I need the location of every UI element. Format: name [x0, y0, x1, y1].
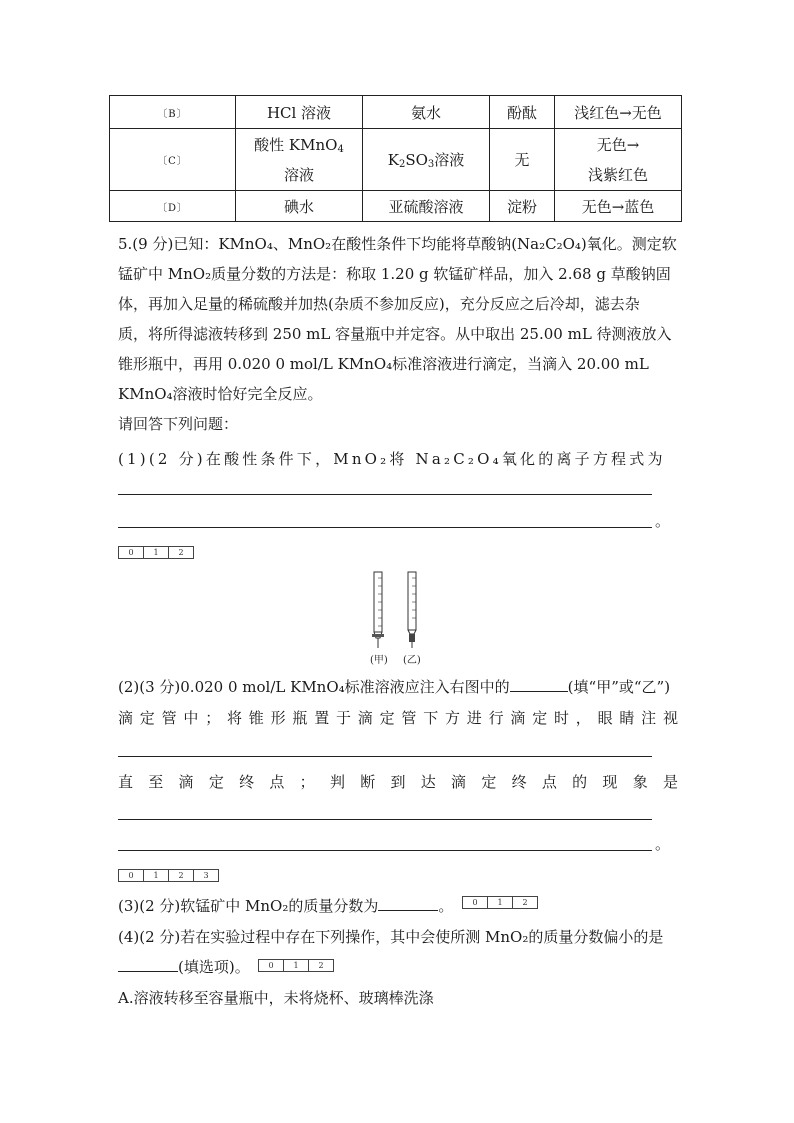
question-stem — [118, 229, 678, 439]
table-row — [110, 96, 682, 129]
cell-subscript: 4 — [337, 143, 344, 155]
cell-text: SO — [405, 151, 428, 169]
cell-text: 酸性 KMnO — [254, 135, 338, 154]
answer-blank[interactable] — [510, 677, 568, 692]
score-cell[interactable]: 2 — [318, 961, 324, 970]
score-cell[interactable]: 0 — [119, 870, 144, 881]
reagent-table — [109, 95, 682, 222]
subquestion-3 — [118, 891, 458, 921]
score-cell[interactable]: 1 — [144, 870, 169, 881]
score-box[interactable] — [462, 896, 538, 909]
s4-text: (填选项)。 — [178, 958, 250, 976]
cell-color-change: 无色→蓝色 — [555, 191, 682, 222]
table-row — [110, 129, 682, 191]
burette-jia — [372, 572, 384, 648]
answer-line[interactable] — [118, 756, 652, 757]
score-cell[interactable]: 3 — [203, 871, 209, 880]
subquestion-2-line3: 直至滴定终点；判断到达滴定终点的现象是 — [118, 773, 678, 791]
stem-line: 5.(9 分)已知：KMnO₄、MnO₂在酸性条件下均能将草酸钠(Na₂C₂O₄)氧化。测定软 — [118, 235, 677, 253]
row-label: 〔D〕 — [110, 191, 236, 222]
cell-color-change — [555, 129, 682, 191]
s3-text: (3)(2 分)软锰矿中 MnO₂的质量分数为 — [118, 897, 379, 915]
score-box[interactable] — [258, 959, 334, 972]
cell-indicator: 酚酞 — [490, 96, 555, 129]
cell-reagent — [236, 129, 363, 191]
period-mark: 。 — [655, 512, 671, 530]
period-mark: 。 — [655, 835, 671, 853]
burette-yi — [408, 572, 416, 648]
score-cell[interactable]: 0 — [463, 897, 488, 908]
cell-indicator: 淀粉 — [490, 191, 555, 222]
s2-text: (2)(3 分)0.020 0 mol/L KMnO₄标准溶液应注入右图中的 — [118, 678, 510, 696]
table-row — [110, 191, 682, 222]
row-label: 〔C〕 — [110, 129, 236, 191]
row-label: 〔B〕 — [110, 96, 236, 129]
cell-text: 无色→ — [596, 135, 640, 154]
prompt-text: 请回答下列问题： — [118, 415, 239, 433]
s3-text: 。 — [438, 897, 454, 915]
stem-line: KMnO₄溶液时恰好完全反应。 — [118, 385, 323, 403]
cell-subscript: 2 — [398, 159, 406, 170]
cell-text: 浅紫红色 — [587, 165, 648, 184]
s2-text: (填“甲”或“乙”) — [567, 678, 671, 696]
label-yi: (乙) — [403, 655, 421, 666]
cell-color-change: 浅红色→无色 — [555, 96, 682, 129]
subquestion-4: (4)(2 分)若在实验过程中存在下列操作，其中会使所测 MnO₂的质量分数偏小的是 — [118, 928, 664, 946]
cell-reagent: 碘水 — [236, 191, 363, 222]
score-cell[interactable]: 0 — [119, 547, 144, 558]
score-cell[interactable]: 2 — [522, 898, 528, 907]
score-box[interactable] — [118, 546, 194, 559]
cell-text: K — [387, 151, 399, 169]
stem-line: 锰矿中 MnO₂质量分数的方法是：称取 1.20 g 软锰矿样品，加入 2.68 g 草酸钠固 — [118, 265, 671, 283]
stem-line: 体，再加入足量的稀硫酸并加热(杂质不参加反应)，充分反应之后冷却，滤去杂 — [118, 295, 640, 313]
cell-text: 溶液 — [283, 165, 314, 184]
answer-line[interactable] — [118, 850, 652, 851]
cell-solution: 氨水 — [363, 96, 490, 129]
score-box[interactable] — [118, 869, 219, 882]
subquestion-2 — [118, 672, 678, 702]
burette-figure — [360, 568, 440, 673]
subquestion-1: (1)(2 分)在酸性条件下，MnO₂将 Na₂C₂O₄氧化的离子方程式为 — [118, 450, 666, 468]
score-cell[interactable]: 0 — [259, 960, 284, 971]
option-a: A.溶液转移至容量瓶中，未将烧杯、玻璃棒洗涤 — [118, 989, 434, 1007]
cell-reagent: HCl 溶液 — [236, 96, 363, 129]
cell-solution — [363, 129, 490, 191]
cell-subscript: 3 — [427, 159, 435, 170]
score-cell[interactable]: 2 — [178, 548, 184, 557]
answer-line[interactable] — [118, 819, 652, 820]
score-cell[interactable]: 1 — [488, 897, 513, 908]
score-cell[interactable]: 2 — [169, 870, 194, 881]
score-cell[interactable]: 1 — [144, 547, 169, 558]
score-cell[interactable]: 1 — [284, 960, 309, 971]
answer-line[interactable] — [118, 494, 652, 495]
subquestion-2-line2: 滴定管中；将锥形瓶置于滴定管下方进行滴定时，眼睛注视 — [118, 709, 678, 727]
answer-line[interactable] — [118, 527, 652, 528]
answer-blank[interactable] — [118, 957, 178, 972]
label-jia: (甲) — [370, 655, 388, 666]
cell-solution: 亚硫酸溶液 — [363, 191, 490, 222]
subquestion-4-line2 — [118, 952, 258, 982]
cell-text: 溶液 — [434, 151, 465, 169]
stem-line: 质，将所得滤液转移到 250 mL 容量瓶中并定容。从中取出 25.00 mL 待测液放入 — [118, 325, 672, 343]
answer-blank[interactable] — [378, 896, 438, 911]
stem-line: 锥形瓶中，再用 0.020 0 mol/L KMnO₄标准溶液进行滴定，当滴入 20.00 mL — [118, 355, 649, 373]
cell-indicator: 无 — [490, 129, 555, 191]
